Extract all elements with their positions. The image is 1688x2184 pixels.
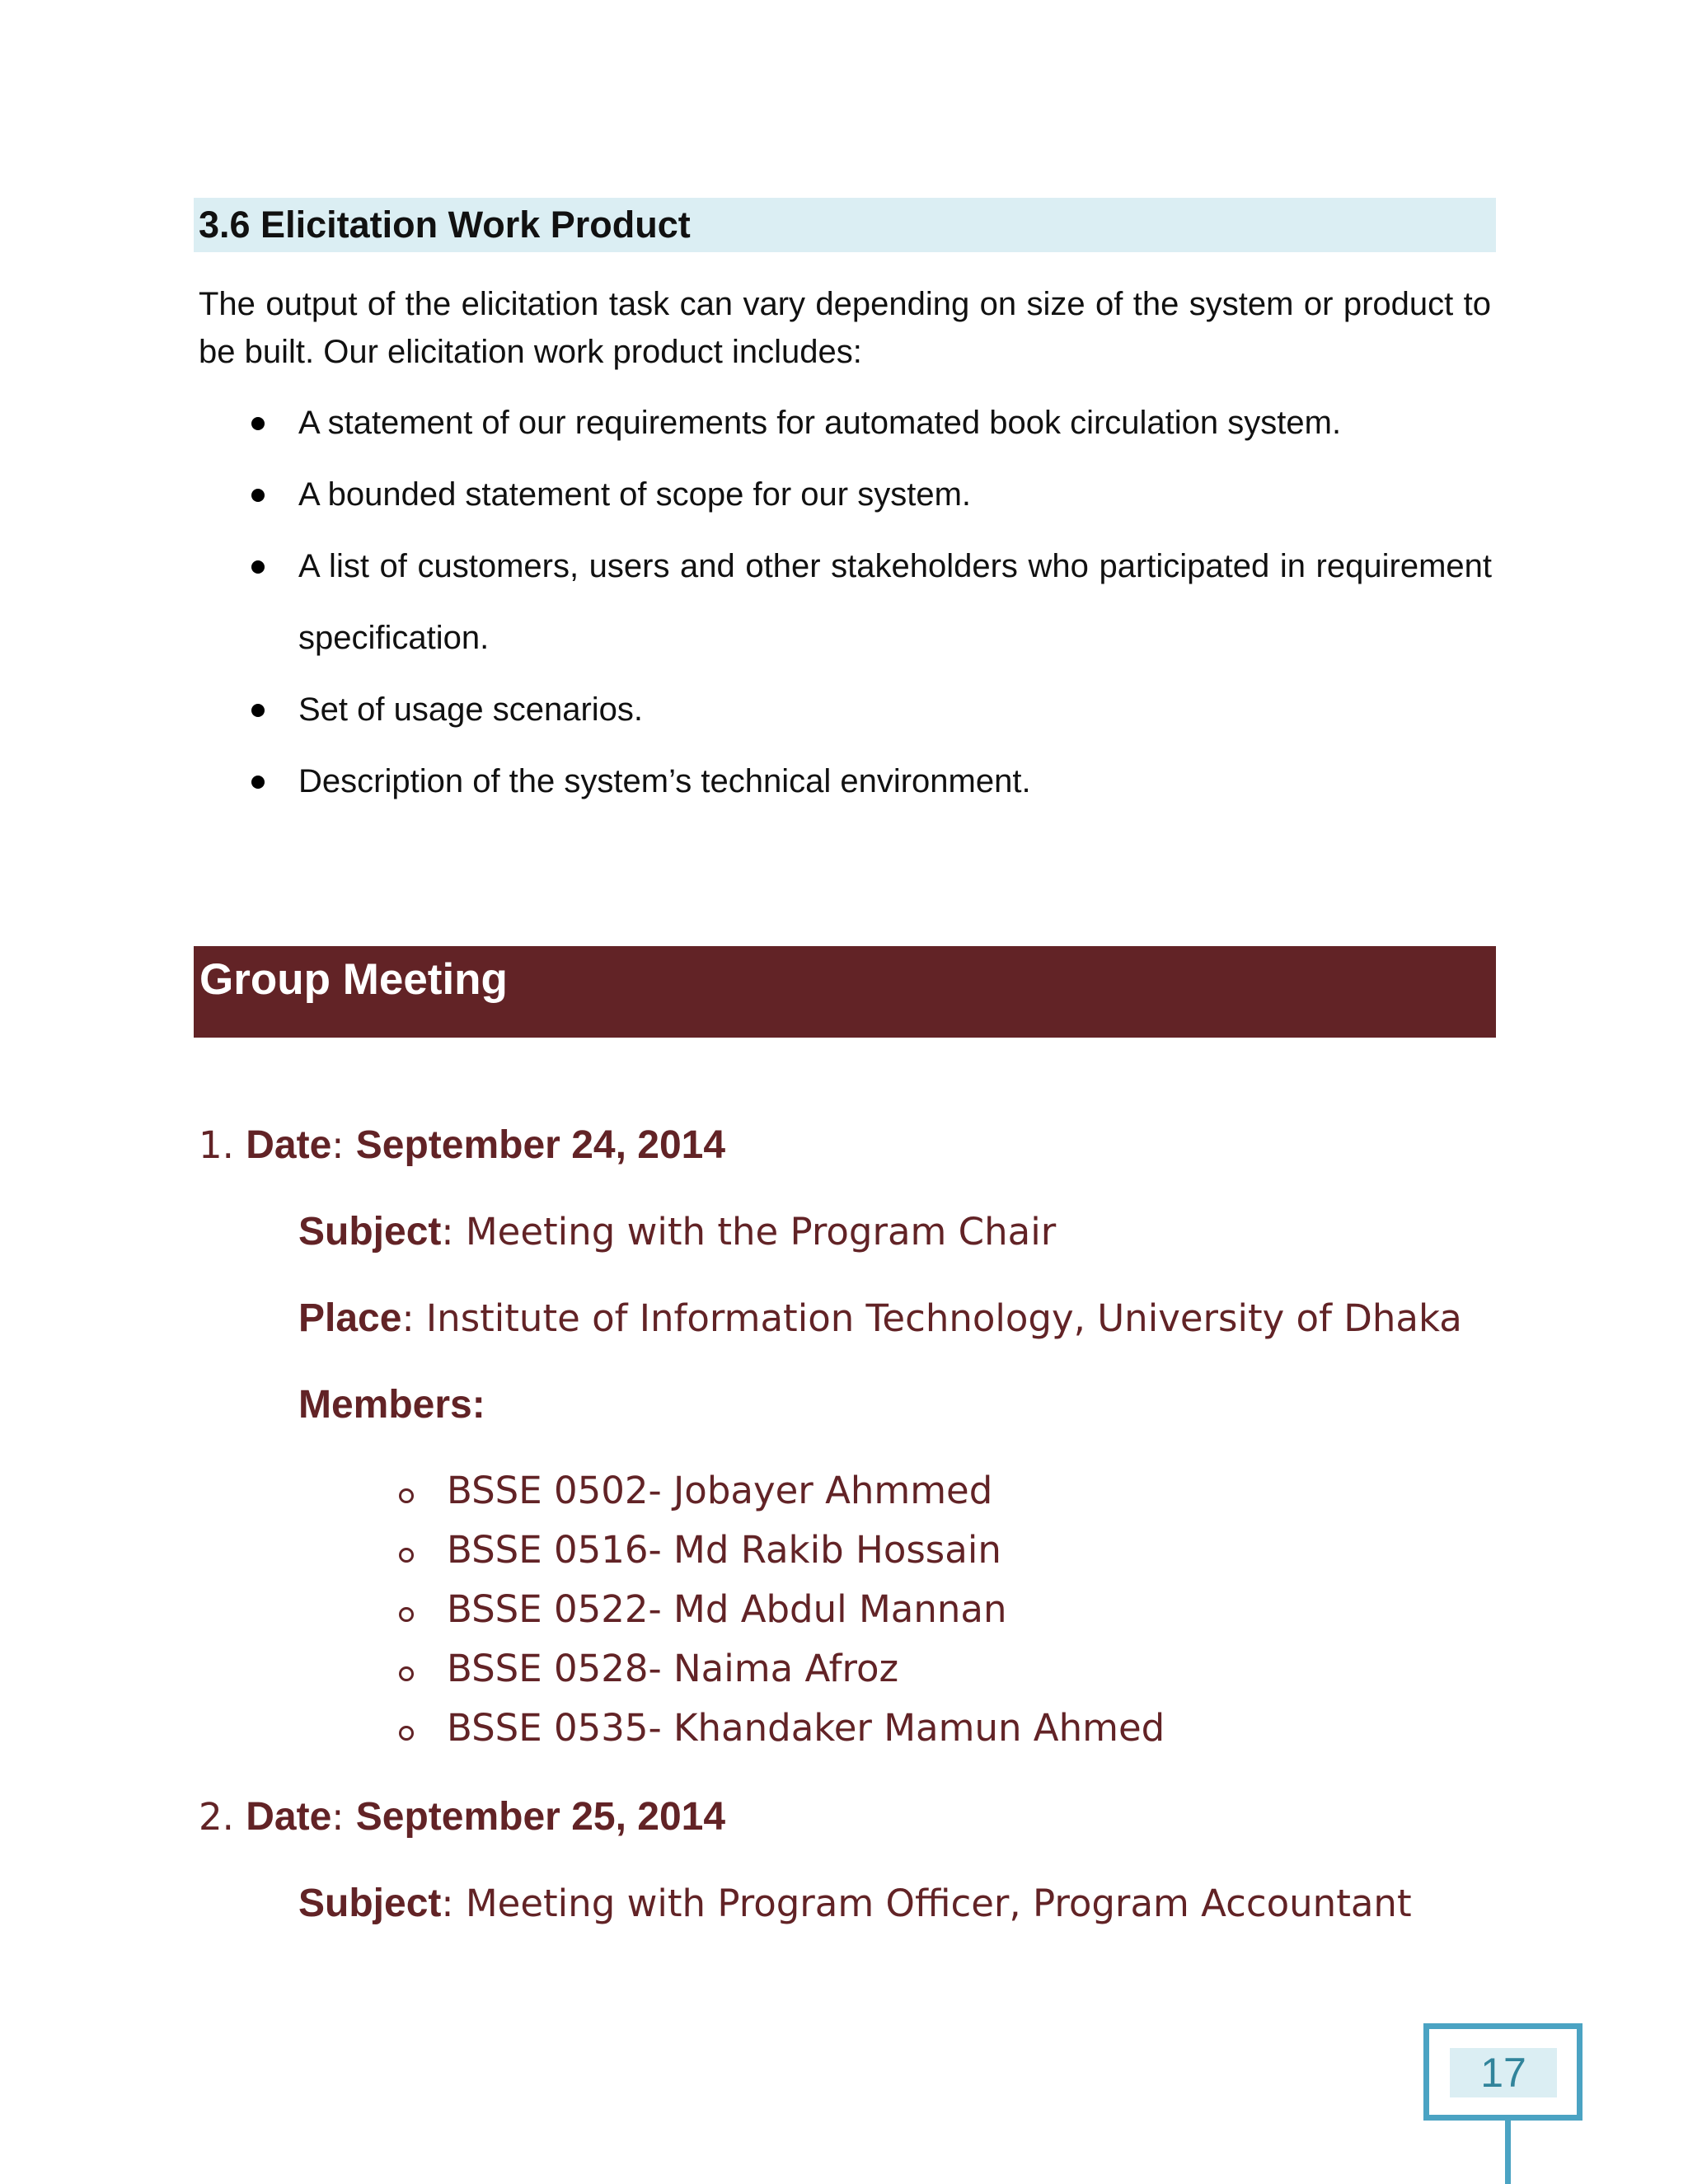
meeting-1-place: Place: Institute of Information Technology, University of Dhaka (298, 1296, 1462, 1340)
date-label: Date (246, 1795, 332, 1839)
circle-bullet-icon (399, 1726, 414, 1741)
member-name: BSSE 0516- Md Rakib Hossain (447, 1528, 1001, 1572)
bullet-icon (251, 704, 265, 717)
meeting-2-subject: Subject: Meeting with Program Officer, Program Accountant (298, 1882, 1412, 1925)
bullet-icon (251, 489, 265, 502)
date-value: September 24, 2014 (355, 1123, 726, 1167)
bullet-icon (251, 560, 265, 574)
place-label: Place (298, 1296, 402, 1340)
member-name: BSSE 0502- Jobayer Ahmmed (447, 1469, 993, 1512)
meeting-number: 2. (199, 1795, 234, 1839)
member-name: BSSE 0535- Khandaker Mamun Ahmed (447, 1706, 1165, 1750)
member-name: BSSE 0522- Md Abdul Mannan (447, 1587, 1007, 1631)
list-item-text: A list of customers, users and other stakeholders who participated in requirement specification. (298, 548, 1492, 656)
group-meeting-banner: Group Meeting (194, 946, 1496, 1038)
circle-bullet-icon (399, 1607, 414, 1622)
list-item-text: A bounded statement of scope for our system. (298, 476, 972, 513)
intro-paragraph: The output of the elicitation task can vary depending on size of the system or product to be built. Our elicitation work product includes: (199, 286, 1491, 370)
meeting-number: 1. (199, 1123, 234, 1167)
page-number-stem (1505, 2121, 1511, 2184)
subject-value: Meeting with Program Officer, Program Accountant (465, 1882, 1412, 1925)
date-value: September 25, 2014 (355, 1795, 726, 1839)
subject-label: Subject (298, 1882, 442, 1925)
circle-bullet-icon (399, 1666, 414, 1681)
page-number: 17 (1450, 2048, 1557, 2097)
member-name: BSSE 0528- Naima Afroz (447, 1647, 899, 1690)
meeting-2-date: 2. Date: September 25, 2014 (199, 1795, 726, 1839)
list-item-text: Set of usage scenarios. (298, 691, 644, 728)
subject-value: Meeting with the Program Chair (465, 1210, 1057, 1254)
bullet-icon (251, 776, 265, 789)
circle-bullet-icon (399, 1548, 414, 1563)
date-label: Date (246, 1123, 332, 1167)
place-value: Institute of Information Technology, University of Dhaka (425, 1296, 1462, 1340)
page-number-box (1423, 2023, 1582, 2121)
list-item-text: A statement of our requirements for automated book circulation system. (298, 405, 1342, 441)
circle-bullet-icon (399, 1488, 414, 1503)
list-item-text: Description of the system’s technical environment. (298, 763, 1031, 799)
bullet-icon (251, 417, 265, 430)
subject-label: Subject (298, 1210, 442, 1254)
section-heading: 3.6 Elicitation Work Product (194, 198, 1496, 252)
meeting-1-members-label: Members: (298, 1383, 485, 1427)
meeting-1-date: 1. Date: September 24, 2014 (199, 1123, 726, 1167)
meeting-1-subject: Subject: Meeting with the Program Chair (298, 1210, 1057, 1254)
